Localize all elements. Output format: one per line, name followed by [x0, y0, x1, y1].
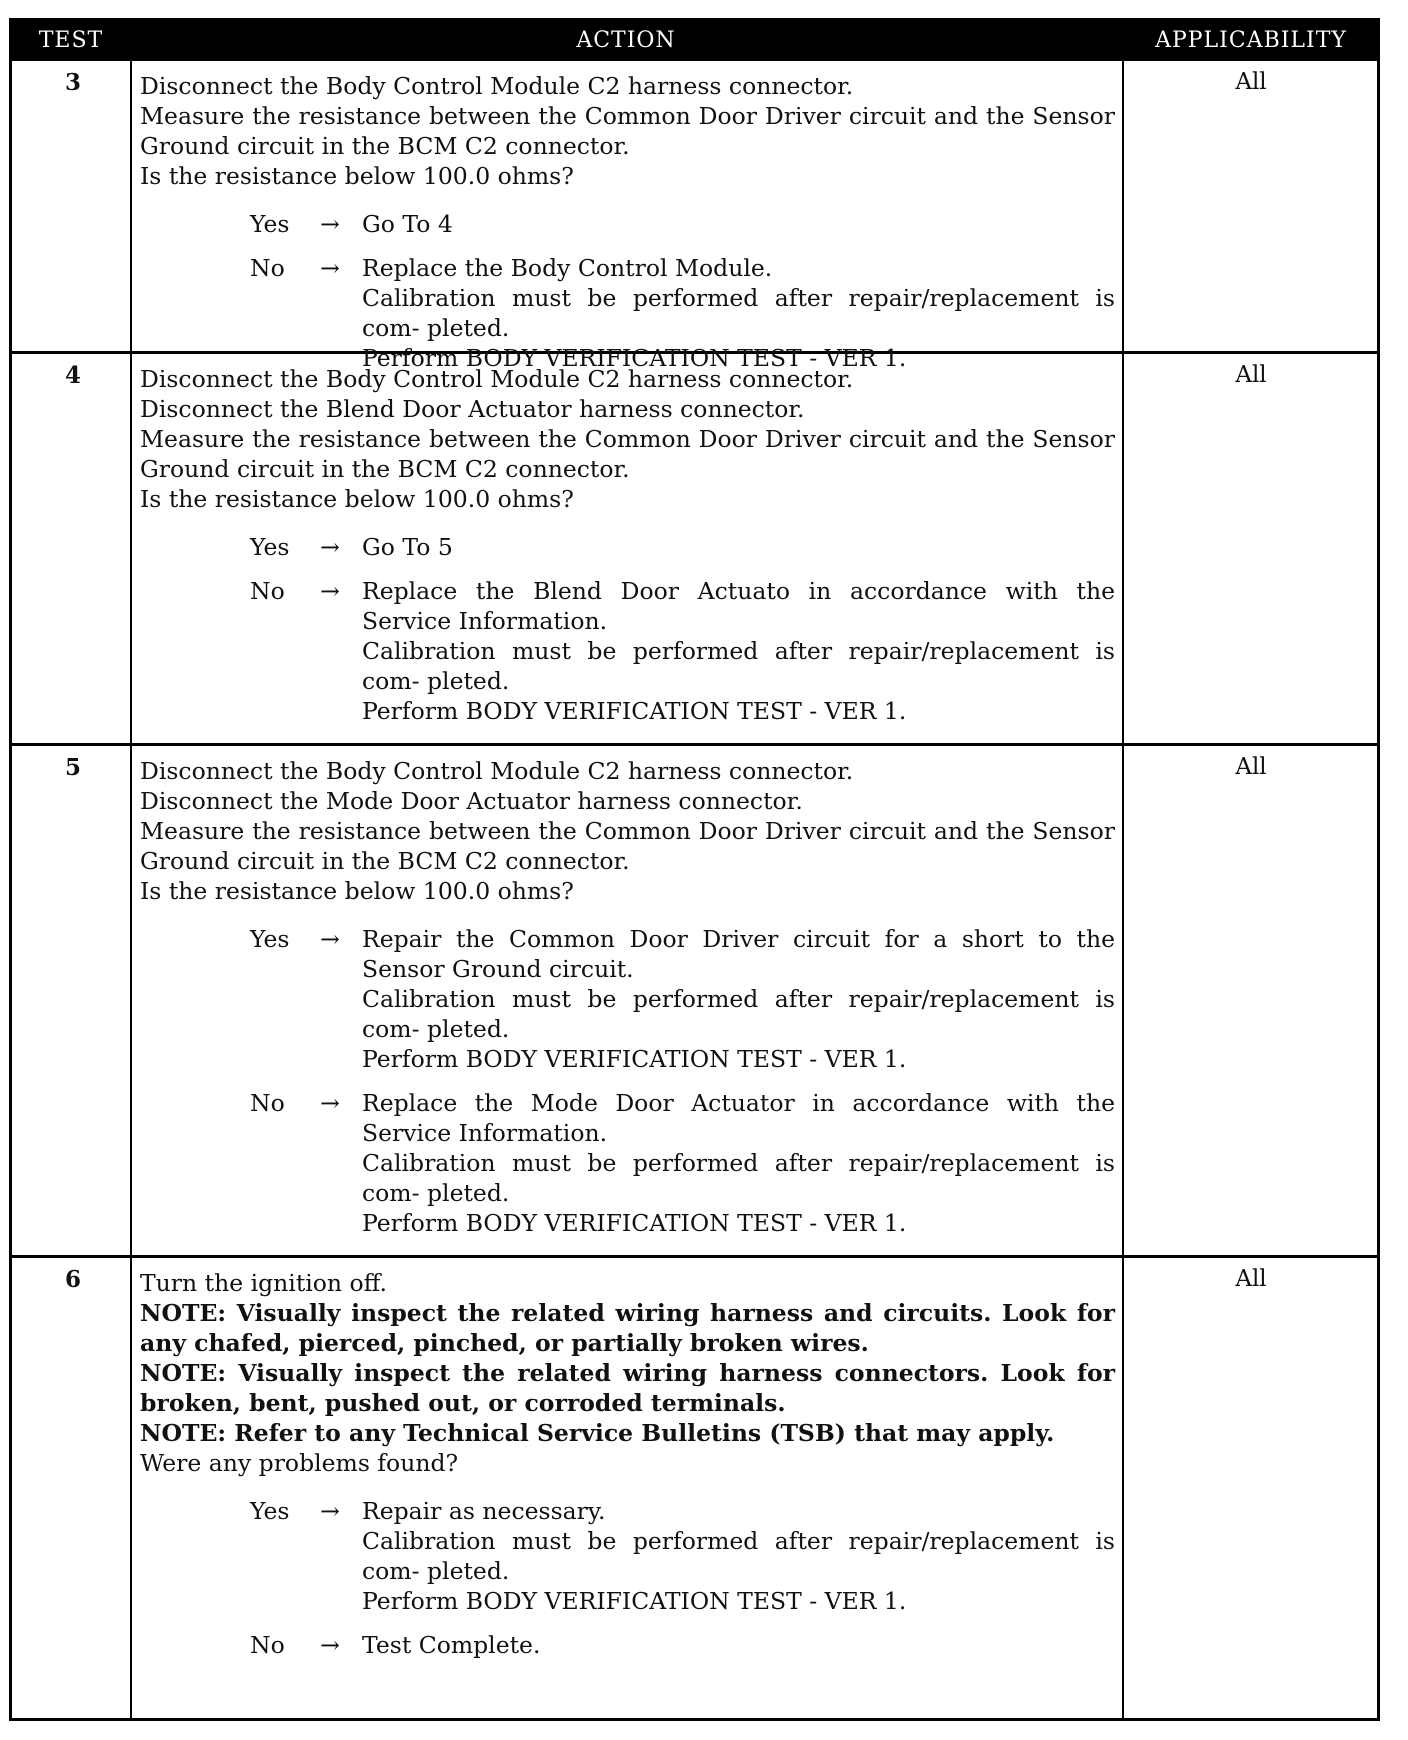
- branch-text: Calibration must be performed after repair/replacement is com- pleted.: [362, 637, 1115, 695]
- no-branch: [140, 1630, 1115, 1660]
- yes-branch: [140, 924, 1115, 1074]
- action-step: Measure the resistance between the Common Door Driver circuit and the Sensor Ground circuit in the BCM C2 connector.: [140, 425, 1115, 483]
- yes-label: Yes: [250, 925, 290, 953]
- action-cell: [140, 756, 1115, 1238]
- action-step: Disconnect the Body Control Module C2 harness connector.: [140, 365, 854, 393]
- action-question: Is the resistance below 100.0 ohms?: [140, 877, 574, 905]
- action-question: Is the resistance below 100.0 ohms?: [140, 485, 574, 513]
- header-test: TEST: [38, 28, 104, 53]
- action-step: Turn the ignition off.: [140, 1269, 388, 1297]
- yes-label: Yes: [250, 210, 290, 238]
- branch-text: Perform BODY VERIFICATION TEST - VER 1.: [362, 1587, 907, 1615]
- no-label: No: [250, 577, 285, 605]
- applicability-cell: All: [1235, 1266, 1267, 1292]
- arrow-icon: →: [320, 254, 340, 282]
- table-row: [12, 1258, 1377, 1718]
- note-text: NOTE: Visually inspect the related wiring harness and circuits. Look for any chafed, pierced, pinched, or partially broken wires.: [140, 1299, 1115, 1357]
- branch-text: Replace the Body Control Module.: [362, 254, 773, 282]
- branch-text: Calibration must be performed after repair/replacement is com- pleted.: [362, 1527, 1115, 1585]
- branch-text: Calibration must be performed after repair/replacement is com- pleted.: [362, 1149, 1115, 1207]
- branch-text: Replace the Blend Door Actuato in accordance with the Service Information.: [362, 577, 1115, 635]
- branch-text: Calibration must be performed after repair/replacement is com- pleted.: [362, 985, 1115, 1043]
- diagnostic-table: [9, 18, 1380, 1721]
- action-step: Disconnect the Mode Door Actuator harness connector.: [140, 787, 803, 815]
- arrow-icon: →: [320, 533, 340, 561]
- yes-branch: [140, 209, 1115, 239]
- header-applicability: APPLICABILITY: [1155, 28, 1347, 53]
- arrow-icon: →: [320, 1631, 340, 1659]
- applicability-cell: All: [1235, 362, 1267, 388]
- arrow-icon: →: [320, 925, 340, 953]
- table-header: [12, 21, 1377, 61]
- branch-text: Perform BODY VERIFICATION TEST - VER 1.: [362, 1045, 907, 1073]
- branch-text: Replace the Mode Door Actuator in accordance with the Service Information.: [362, 1089, 1115, 1147]
- arrow-icon: →: [320, 210, 340, 238]
- test-number: 5: [64, 754, 81, 781]
- note-text: NOTE: Refer to any Technical Service Bulletins (TSB) that may apply.: [140, 1419, 1055, 1447]
- action-step: Disconnect the Body Control Module C2 harness connector.: [140, 757, 854, 785]
- test-number: 4: [64, 362, 81, 389]
- table-row: [12, 354, 1377, 743]
- arrow-icon: →: [320, 577, 340, 605]
- applicability-cell: All: [1235, 754, 1267, 780]
- action-question: Is the resistance below 100.0 ohms?: [140, 162, 574, 190]
- branch-text: Go To 5: [362, 533, 453, 561]
- test-number: 6: [64, 1266, 81, 1293]
- action-step: Disconnect the Body Control Module C2 harness connector.: [140, 72, 854, 100]
- arrow-icon: →: [320, 1497, 340, 1525]
- branch-text: Perform BODY VERIFICATION TEST - VER 1.: [362, 697, 907, 725]
- branch-text: Perform BODY VERIFICATION TEST - VER 1.: [362, 344, 907, 372]
- action-step: Measure the resistance between the Common Door Driver circuit and the Sensor Ground circuit in the BCM C2 connector.: [140, 817, 1115, 875]
- action-step: Disconnect the Blend Door Actuator harness connector.: [140, 395, 805, 423]
- no-branch: [140, 1088, 1115, 1238]
- action-cell: [140, 364, 1115, 726]
- branch-text: Repair as necessary.: [362, 1497, 606, 1525]
- branch-text: Test Complete.: [362, 1631, 541, 1659]
- yes-branch: [140, 1496, 1115, 1616]
- yes-label: Yes: [250, 1497, 290, 1525]
- no-label: No: [250, 1089, 285, 1117]
- action-cell: [140, 71, 1115, 373]
- applicability-cell: All: [1235, 69, 1267, 95]
- branch-text: Repair the Common Door Driver circuit for a short to the Sensor Ground circuit.: [362, 925, 1115, 983]
- yes-label: Yes: [250, 533, 290, 561]
- test-number: 3: [64, 69, 81, 96]
- no-branch: [140, 576, 1115, 726]
- table-row: [12, 61, 1377, 372]
- no-label: No: [250, 1631, 285, 1659]
- no-label: No: [250, 254, 285, 282]
- branch-text: Calibration must be performed after repair/replacement is com- pleted.: [362, 284, 1115, 342]
- branch-text: Go To 4: [362, 210, 453, 238]
- table-row: [12, 746, 1377, 1255]
- action-question: Were any problems found?: [140, 1449, 459, 1477]
- arrow-icon: →: [320, 1089, 340, 1117]
- branch-text: Perform BODY VERIFICATION TEST - VER 1.: [362, 1209, 907, 1237]
- action-cell: [140, 1268, 1115, 1660]
- header-action: ACTION: [576, 28, 676, 53]
- note-text: NOTE: Visually inspect the related wiring harness connectors. Look for broken, bent, pushed out, or corroded terminals.: [140, 1359, 1115, 1417]
- yes-branch: [140, 532, 1115, 562]
- action-step: Measure the resistance between the Common Door Driver circuit and the Sensor Ground circuit in the BCM C2 connector.: [140, 102, 1115, 160]
